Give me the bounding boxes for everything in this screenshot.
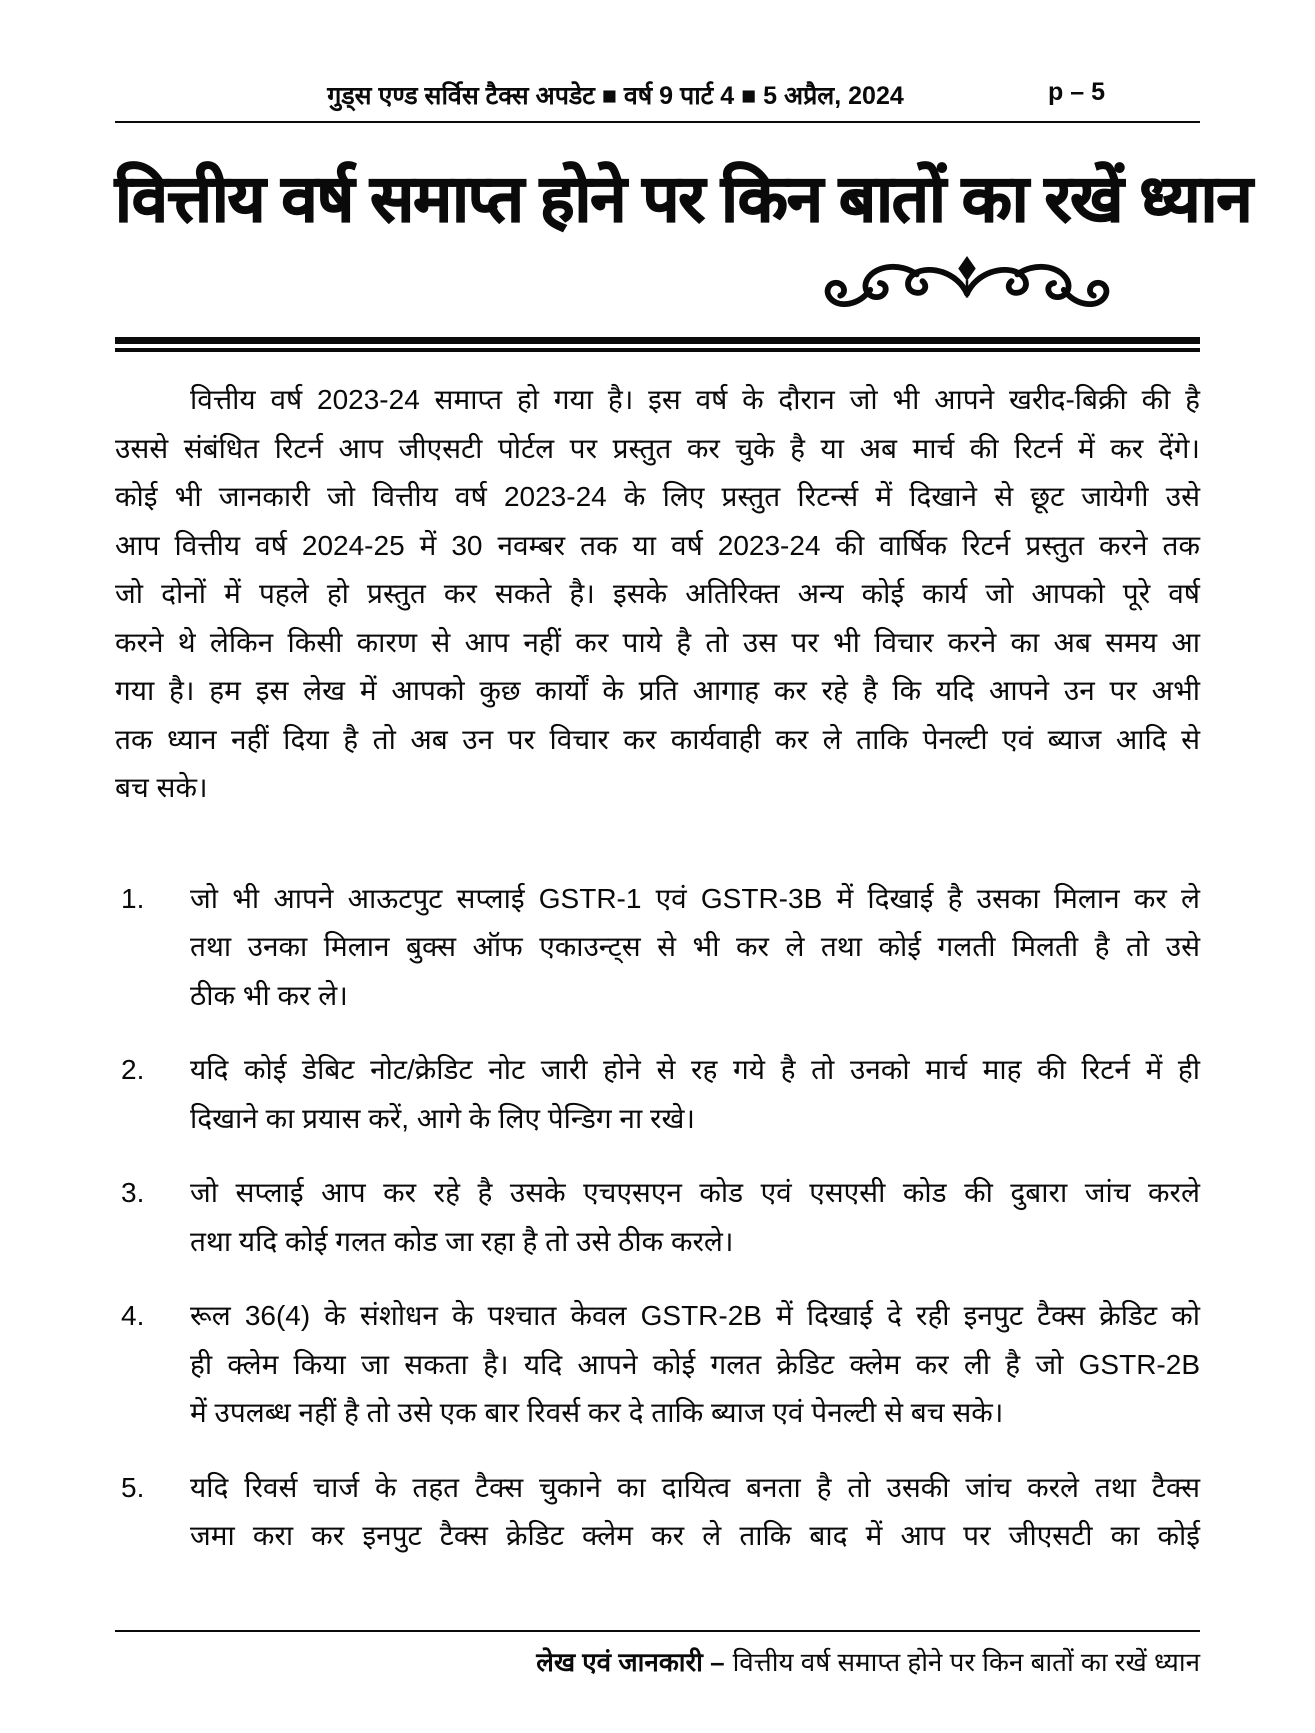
list-item-4 bbox=[115, 1292, 1200, 1438]
text-line: यदि रिवर्स चार्ज के तहत टैक्स चुकाने का दायित्व बनता है तो उसकी जांच करले तथा टैक्स bbox=[190, 1471, 1200, 1503]
list-item-1 bbox=[115, 875, 1200, 1021]
page-footer bbox=[115, 1630, 1200, 1680]
list-item-number: 5. bbox=[121, 1471, 145, 1503]
header-rule bbox=[115, 121, 1200, 123]
text-line: वित्तीय वर्ष 2023-24 समाप्त हो गया है। इस वर्ष के दौरान जो भी आपने खरीद-बिक्री की है bbox=[190, 384, 1200, 415]
text-line: आप वित्तीय वर्ष 2024-25 में 30 नवम्बर तक या वर्ष 2023-24 की वार्षिक रिटर्न प्रस्तुत करने तक bbox=[115, 529, 1200, 561]
text-line: गया है। हम इस लेख में आपको कुछ कार्यों के प्रति आगाह कर रहे है कि यदि आपने उन पर अभी bbox=[115, 675, 1200, 706]
running-head: गुड्स एण्ड सर्विस टैक्स अपडेट ■ वर्ष 9 पार्ट 4 ■ 5 अप्रैल, 2024 bbox=[327, 82, 904, 110]
text-line: जो दोनों में पहले हो प्रस्तुत कर सकते है। इसके अतिरिक्त अन्य कोई कार्य जो आपको पूरे वर्ष bbox=[115, 578, 1200, 609]
text-line: बच सके। bbox=[115, 772, 208, 803]
text-line: ही क्लेम किया जा सकता है। यदि आपने कोई गलत क्रेडिट क्लेम कर ली है जो GSTR-2B bbox=[190, 1348, 1200, 1380]
ornament-row bbox=[115, 255, 1200, 317]
text-line: करने थे लेकिन किसी कारण से आप नहीं कर पाये है तो उस पर भी विचार करने का अब समय आ bbox=[115, 626, 1200, 658]
list-item-number: 4. bbox=[121, 1300, 145, 1331]
list-item-3 bbox=[115, 1169, 1200, 1266]
text-line: जो भी आपने आऊटपुट सप्लाई GSTR-1 एवं GSTR-3B में दिखाई है उसका मिलान कर ले bbox=[190, 882, 1200, 914]
text-line: तथा उनका मिलान बुक्स ऑफ एकाउन्ट्स से भी कर ले तथा कोई गलती मिलती है तो उसे bbox=[190, 931, 1200, 962]
page-number: p – 5 bbox=[1048, 78, 1105, 106]
text-line: रूल 36(4) के संशोधन के पश्चात केवल GSTR-2B में दिखाई दे रही इनपुट टैक्स क्रेडिट को bbox=[190, 1300, 1200, 1331]
flourish-ornament-icon bbox=[812, 255, 1122, 315]
numbered-list bbox=[115, 875, 1200, 1561]
list-item-2 bbox=[115, 1046, 1200, 1143]
page-header bbox=[115, 78, 1200, 112]
text-line: तथा यदि कोई गलत कोड जा रहा है तो उसे ठीक करले। bbox=[190, 1225, 734, 1257]
intro-paragraph bbox=[115, 376, 1200, 813]
footer-label: लेख एवं जानकारी – bbox=[536, 1647, 725, 1677]
list-item-number: 2. bbox=[121, 1054, 145, 1085]
double-rule bbox=[115, 337, 1200, 352]
text-line: ठीक भी कर ले। bbox=[190, 979, 348, 1011]
text-line: जो सप्लाई आप कर रहे है उसके एचएसएन कोड एवं एसएसी कोड की दुबारा जांच करले bbox=[190, 1177, 1200, 1208]
text-line: दिखाने का प्रयास करें, आगे के लिए पेन्डिग ना रखे। bbox=[190, 1102, 695, 1134]
article-title: वित्तीय वर्ष समाप्त होने पर किन बातों का रखें ध्यान bbox=[115, 162, 1252, 235]
list-item-number: 1. bbox=[121, 882, 145, 914]
text-line: में उपलब्ध नहीं है तो उसे एक बार रिवर्स कर दे ताकि ब्याज एवं पेनल्टी से बच सके। bbox=[190, 1397, 1004, 1428]
footer-rule bbox=[115, 1630, 1200, 1632]
footer-text bbox=[115, 1644, 1200, 1680]
list-item-number: 3. bbox=[121, 1177, 145, 1208]
text-line: तक ध्यान नहीं दिया है तो अब उन पर विचार कर कार्यवाही कर ले ताकि पेनल्टी एवं ब्याज आदि से bbox=[115, 723, 1200, 755]
text-line: जमा करा कर इनपुट टैक्स क्रेडिट क्लेम कर ले ताकि बाद में आप पर जीएसटी का कोई bbox=[190, 1520, 1200, 1551]
list-item-5 bbox=[115, 1464, 1200, 1561]
text-line: यदि कोई डेबिट नोट/क्रेडिट नोट जारी होने से रह गये है तो उनको मार्च माह की रिटर्न में ही bbox=[190, 1054, 1200, 1085]
text-line: कोई भी जानकारी जो वित्तीय वर्ष 2023-24 के लिए प्रस्तुत रिटर्न्स में दिखाने से छूट जायेगी उसे bbox=[115, 481, 1200, 512]
text-line: उससे संबंधित रिटर्न आप जीएसटी पोर्टल पर प्रस्तुत कर चुके है या अब मार्च की रिटर्न में कर देंगे। bbox=[115, 432, 1200, 464]
footer-article-title: वित्तीय वर्ष समाप्त होने पर किन बातों का रखें ध्यान bbox=[732, 1647, 1200, 1677]
